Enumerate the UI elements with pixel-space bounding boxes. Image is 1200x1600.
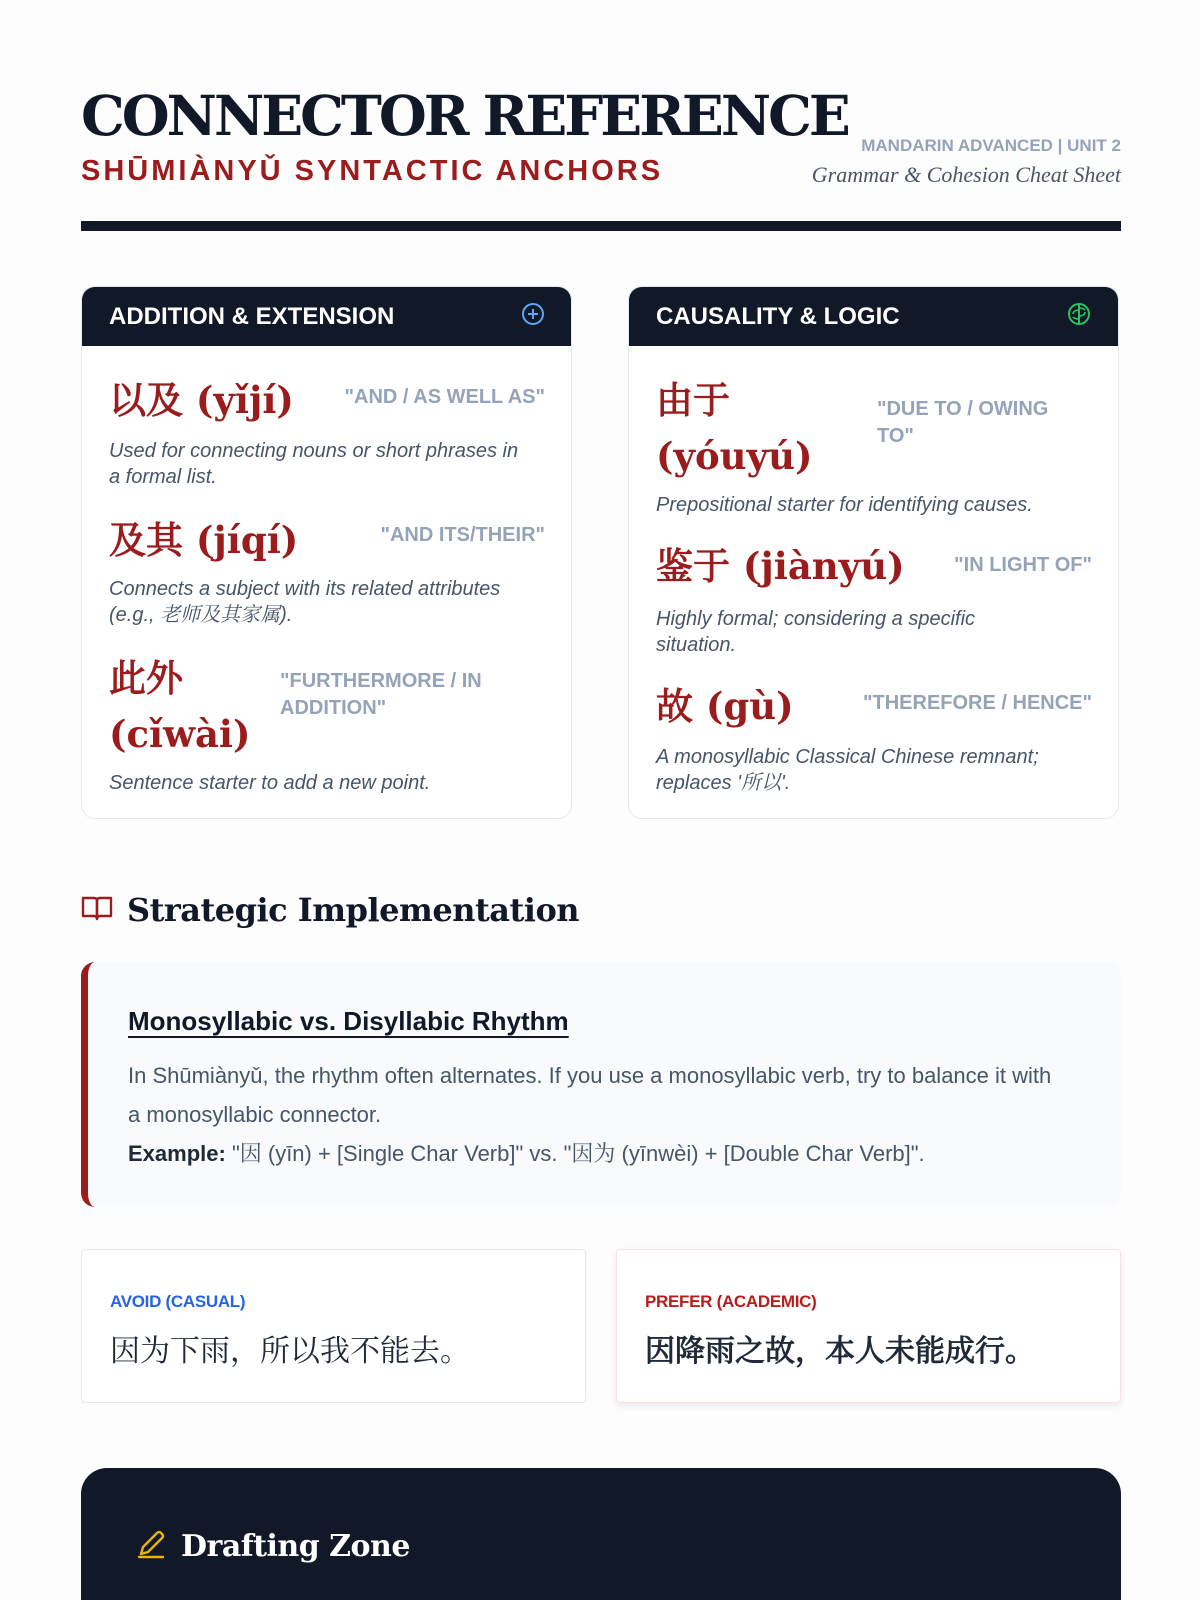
- connector-description: Prepositional starter for identifying causes.: [656, 494, 1033, 516]
- connector-entry: [656, 678, 1092, 808]
- card-addition-header: [82, 287, 571, 346]
- example-text: "因 (yīn) + [Single Char Verb]" vs. "因为 (yīnwèi) + [Double Char Verb]".: [225, 1141, 925, 1166]
- connector-entry: [109, 650, 545, 800]
- connector-description: Highly formal; considering a specific situation.: [656, 608, 976, 656]
- connector-description: Connects a subject with its related attributes (e.g., 老师及其家属).: [109, 578, 501, 626]
- connector-gloss: "THEREFORE / HENCE": [863, 692, 1092, 714]
- page-header: [81, 83, 1121, 206]
- rhythm-callout: [81, 962, 1121, 1207]
- card-causality-header: [629, 287, 1118, 346]
- connector-term: 故 (gù): [656, 684, 794, 728]
- avoid-label: AVOID (CASUAL): [110, 1292, 246, 1311]
- plus-circle-icon: [521, 302, 545, 331]
- drafting-title: Drafting Zone: [181, 1529, 410, 1564]
- connector-gloss: "DUE TO / OWING TO": [877, 398, 1049, 447]
- connector-description: Used for connecting nouns or short phrases in a formal list.: [109, 440, 519, 488]
- connector-gloss: "AND / AS WELL AS": [344, 386, 545, 408]
- prefer-label: PREFER (ACADEMIC): [645, 1292, 817, 1311]
- course-label: MANDARIN ADVANCED | UNIT 2: [861, 136, 1121, 155]
- card-causality: [628, 286, 1119, 819]
- sheet-label: Grammar & Cohesion Cheat Sheet: [811, 162, 1121, 187]
- connector-description: Sentence starter to add a new point.: [109, 772, 431, 794]
- connector-term: 以及 (yǐjí): [109, 378, 294, 422]
- connector-description: A monosyllabic Classical Chinese remnant; replaces '所以'.: [656, 746, 1039, 794]
- connector-term: 鉴于 (jiànyú): [656, 544, 905, 588]
- prefer-sentence: 因降雨之故，本人未能成行。: [645, 1334, 1035, 1369]
- rhythm-title: Monosyllabic vs. Disyllabic Rhythm: [128, 1006, 569, 1036]
- book-open-icon: [81, 894, 113, 927]
- connector-term: 由于 (yóuyú): [656, 378, 813, 478]
- brain-icon: [1066, 301, 1092, 332]
- example-label: Example:: [128, 1141, 226, 1166]
- connector-gloss: "AND ITS/THEIR": [380, 524, 545, 546]
- connector-gloss: "IN LIGHT OF": [954, 554, 1092, 576]
- connector-entry: [109, 372, 545, 492]
- prefer-example: [616, 1249, 1121, 1403]
- connector-gloss: "FURTHERMORE / IN ADDITION": [280, 670, 482, 719]
- drafting-heading: [135, 1528, 410, 1565]
- strategic-title: Strategic Implementation: [127, 891, 580, 929]
- page-title: CONNECTOR REFERENCE: [81, 83, 848, 148]
- drafting-zone[interactable]: [81, 1468, 1121, 1600]
- card-addition-title: ADDITION & EXTENSION: [109, 302, 395, 330]
- card-addition: [81, 286, 572, 819]
- pencil-icon: [135, 1528, 167, 1565]
- header-divider: [81, 221, 1121, 231]
- rhythm-example: [128, 1134, 925, 1173]
- connector-term: 此外 (cǐwài): [109, 656, 251, 756]
- connector-entry: [656, 372, 1092, 516]
- connector-entry: [656, 538, 1092, 658]
- rhythm-text: In Shūmiànyǔ, the rhythm often alternates. If you use a monosyllabic verb, try to balance it with a monosyllabic connector.: [128, 1063, 1052, 1127]
- connector-term: 及其 (jíqí): [109, 518, 299, 562]
- connector-entry: [109, 512, 545, 632]
- strategic-heading: [81, 888, 579, 932]
- page-subtitle: SHŪMIÀNYǓ SYNTACTIC ANCHORS: [81, 155, 664, 187]
- card-causality-title: CAUSALITY & LOGIC: [656, 302, 900, 330]
- avoid-sentence: 因为下雨，所以我不能去。: [110, 1334, 470, 1369]
- avoid-example: [81, 1249, 586, 1403]
